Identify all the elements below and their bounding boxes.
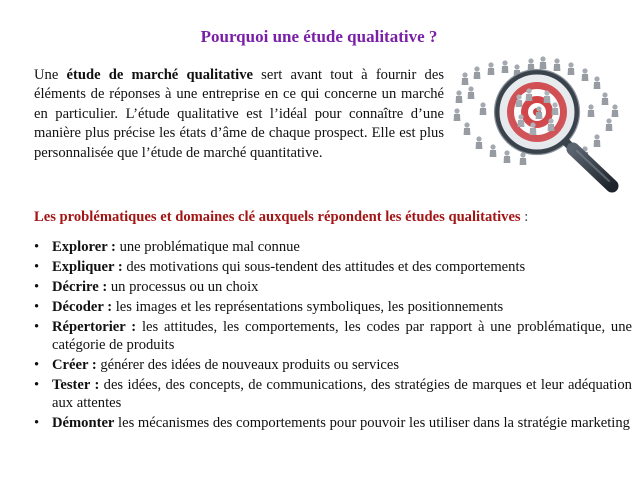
list-item	[34, 356, 632, 374]
section-subtitle	[34, 208, 634, 226]
intro-text-rest: sert avant tout à fournir des éléments de réponses à une entreprise en ce qui concerne un marché en particulier. L’étude qualitative est l’idéal pour connaître d’une manière plus précise les états d’âme de chaque prospect. Elle est plus personnalisée que l’étude de marché quantitative.	[34, 67, 444, 161]
item-text: les attitudes, les comportements, les codes par rapport à une problématique, une catégorie de produits	[52, 318, 632, 353]
page-title: Pourquoi une étude qualitative ?	[200, 27, 438, 46]
item-text: des motivations qui sous-tendent des attitudes et des comportements	[122, 258, 526, 275]
item-text: des idées, des concepts, de communications, des stratégies de marques et leur adéquation aux attentes	[52, 376, 632, 411]
intro-bold-term: étude de marché qualitative	[66, 67, 253, 83]
bullet-list	[34, 238, 632, 434]
item-text: un processus ou un choix	[107, 278, 259, 295]
item-term: Démonter	[52, 414, 115, 431]
item-text: les mécanismes des comportements pour pouvoir les utiliser dans la stratégie marketing	[114, 414, 630, 431]
item-text: une problématique mal connue	[115, 239, 300, 255]
list-item	[34, 376, 632, 413]
list-item	[34, 298, 632, 316]
list-item	[34, 414, 632, 432]
list-item	[34, 278, 632, 296]
item-term: Créer :	[52, 356, 97, 373]
intro-paragraph	[34, 66, 444, 163]
item-term: Tester :	[52, 376, 100, 393]
list-item	[34, 258, 632, 276]
list-item	[34, 318, 632, 355]
item-text: les images et les représentations symboliques, les positionnements	[112, 298, 504, 315]
magnifier-target-people-icon	[447, 50, 632, 195]
item-text: générer des idées de nouveaux produits ou services	[96, 356, 400, 373]
subtitle-text: Les problématiques et domaines clé auxquels répondent les études qualitatives	[34, 209, 521, 225]
item-term: Explorer :	[52, 239, 116, 255]
item-term: Décoder :	[52, 298, 113, 315]
item-term: Expliquer :	[52, 258, 123, 275]
list-item	[34, 238, 632, 256]
item-term: Décrire :	[52, 278, 108, 295]
intro-text-start: Une	[34, 67, 67, 83]
item-term: Répertorier :	[52, 318, 137, 335]
subtitle-colon: :	[520, 209, 529, 225]
